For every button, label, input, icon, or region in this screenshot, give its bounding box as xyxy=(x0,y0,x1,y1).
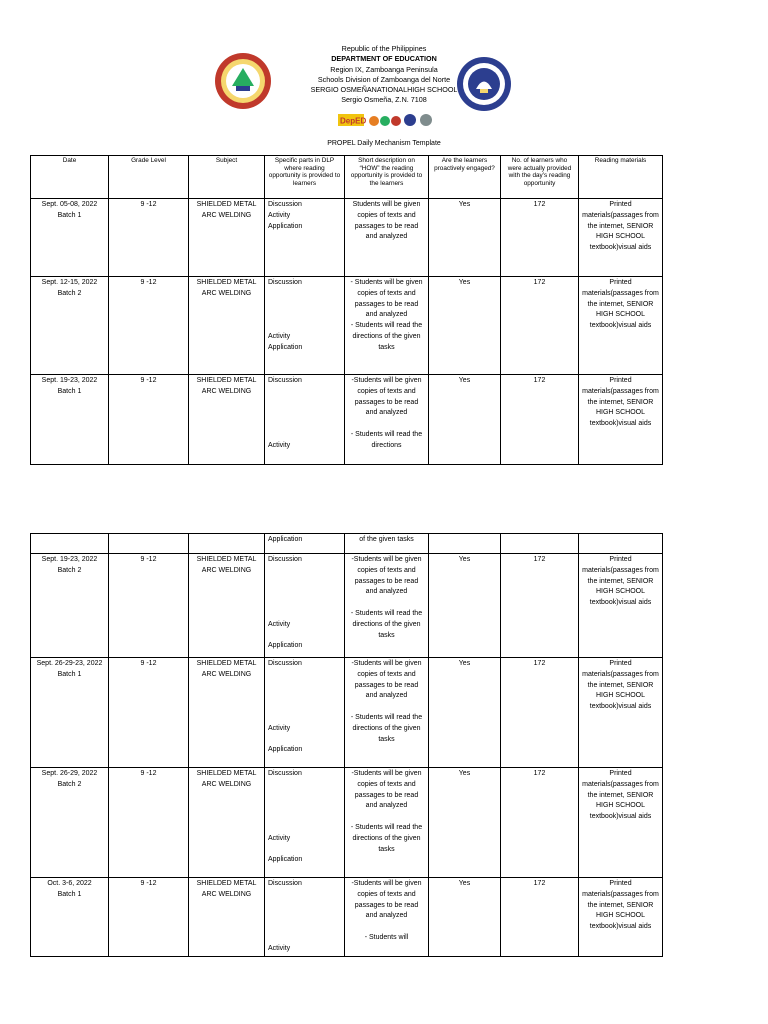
description-cell: - Students will be given copies of texts and passages to be read and analyzed - Students will read the directions of the given tasks xyxy=(345,277,429,375)
grade-level-cell: 9 -12 xyxy=(109,199,189,277)
reading-materials-cell: Printed materials(passages from the internet, SENIOR HIGH SCHOOL textbook)visual aids xyxy=(579,375,663,465)
table-row xyxy=(31,277,663,375)
table-row xyxy=(31,878,663,957)
engaged-cell: Yes xyxy=(429,199,501,277)
deped-ribbon-text: DepED xyxy=(340,116,367,126)
reading-materials-cell: Printed materials(passages from the internet, SENIOR HIGH SCHOOL textbook)visual aids xyxy=(579,878,663,957)
table-row xyxy=(31,199,663,277)
grade-level-cell: 9 -12 xyxy=(109,768,189,878)
dlp-parts-cell: Discussion Activity Application xyxy=(265,277,345,375)
table-header-row xyxy=(31,156,663,199)
header-date: Date xyxy=(31,156,109,199)
learner-count-cell: 172 xyxy=(501,375,579,465)
subject-cell: SHIELDED METAL ARC WELDING xyxy=(189,554,265,658)
subject-cell: SHIELDED METAL ARC WELDING xyxy=(189,375,265,465)
header-learner-count: No. of learners who were actually provided with the day’s reading opportunity xyxy=(501,156,579,199)
table-row xyxy=(31,768,663,878)
reading-materials-cell: Printed materials(passages from the internet, SENIOR HIGH SCHOOL textbook)visual aids xyxy=(579,554,663,658)
description-cell: -Students will be given copies of texts and passages to be read and analyzed - Students will read the directions of the given tasks xyxy=(345,658,429,768)
dlp-parts-cell: Discussion Activity Application xyxy=(265,768,345,878)
description-cell: -Students will be given copies of texts and passages to be read and analyzed - Students will read the directions xyxy=(345,375,429,465)
date-cell: Sept. 12-15, 2022 Batch 2 xyxy=(31,277,109,375)
learner-count-cell: 172 xyxy=(501,554,579,658)
template-title: PROPEL Daily Mechanism Template xyxy=(327,140,441,147)
grade-level-cell: 9 -12 xyxy=(109,375,189,465)
learner-count-cell: 172 xyxy=(501,878,579,957)
deped-ribbon-logos xyxy=(338,112,436,128)
learner-count-cell: 172 xyxy=(501,277,579,375)
reading-materials-cell: Printed materials(passages from the internet, SENIOR HIGH SCHOOL textbook)visual aids xyxy=(579,768,663,878)
learner-count-cell: 172 xyxy=(501,199,579,277)
dlp-parts-cell: Application xyxy=(265,534,345,554)
reading-materials-cell: Printed materials(passages from the internet, SENIOR HIGH SCHOOL textbook)visual aids xyxy=(579,277,663,375)
subject-cell xyxy=(189,534,265,554)
dlp-parts-cell: Discussion Activity Application xyxy=(265,554,345,658)
letterhead-region: Region IX, Zamboanga Peninsula xyxy=(330,64,438,74)
date-cell: Sept. 26-29-23, 2022 Batch 1 xyxy=(31,658,109,768)
letterhead-division: Schools Division of Zamboanga del Norte xyxy=(317,74,451,84)
engaged-cell: Yes xyxy=(429,554,501,658)
table-row xyxy=(31,375,663,465)
description-cell: Students will be given copies of texts and passages to be read and analyzed xyxy=(345,199,429,277)
header-grade-level: Grade Level xyxy=(109,156,189,199)
grade-level-cell xyxy=(109,534,189,554)
engaged-cell: Yes xyxy=(429,277,501,375)
deped-seal-logo xyxy=(456,56,512,112)
table-row xyxy=(31,534,663,554)
description-cell: -Students will be given copies of texts and passages to be read and analyzed - Students will read the directions of the given tasks xyxy=(345,768,429,878)
date-cell: Sept. 26-29, 2022 Batch 2 xyxy=(31,768,109,878)
letterhead-republic: Republic of the Philippines xyxy=(341,44,427,53)
propel-table-part2 xyxy=(30,533,663,957)
subject-cell: SHIELDED METAL ARC WELDING xyxy=(189,768,265,878)
letterhead-address: Sergio Osmeña, Z.N. 7108 xyxy=(341,95,427,105)
letterhead-department: DEPARTMENT OF EDUCATION xyxy=(331,54,437,64)
date-cell: Sept. 19-23, 2022 Batch 1 xyxy=(31,375,109,465)
table-row xyxy=(31,658,663,768)
table-row xyxy=(31,554,663,658)
engaged-cell: Yes xyxy=(429,375,501,465)
date-cell: Sept. 05-08, 2022 Batch 1 xyxy=(31,199,109,277)
description-cell: -Students will be given copies of texts and passages to be read and analyzed - Students will read the directions of the given tasks xyxy=(345,554,429,658)
header-description: Short description on “HOW” the reading opportunity is provided to the learners xyxy=(345,156,429,199)
header-dlp-parts: Specific parts in DLP where reading opportunity is provided to learners xyxy=(265,156,345,199)
engaged-cell: Yes xyxy=(429,658,501,768)
subject-cell: SHIELDED METAL ARC WELDING xyxy=(189,878,265,957)
date-cell: Sept. 19-23, 2022 Batch 2 xyxy=(31,554,109,658)
letterhead-school: SERGIO OSMEÑANATIONALHIGH SCHOOL xyxy=(310,85,458,95)
date-cell xyxy=(31,534,109,554)
subject-cell: SHIELDED METAL ARC WELDING xyxy=(189,277,265,375)
grade-level-cell: 9 -12 xyxy=(109,277,189,375)
dlp-parts-cell: Discussion Activity xyxy=(265,375,345,465)
propel-table-part1 xyxy=(30,155,663,465)
subject-cell: SHIELDED METAL ARC WELDING xyxy=(189,658,265,768)
description-cell: -Students will be given copies of texts and passages to be read and analyzed - Students will xyxy=(345,878,429,957)
header-engaged: Are the learners proactively engaged? xyxy=(429,156,501,199)
letterhead xyxy=(0,44,768,106)
subject-cell: SHIELDED METAL ARC WELDING xyxy=(189,199,265,277)
dlp-parts-cell: Discussion Activity xyxy=(265,878,345,957)
description-cell: of the given tasks xyxy=(345,534,429,554)
learner-count-cell xyxy=(501,534,579,554)
learner-count-cell: 172 xyxy=(501,658,579,768)
learner-count-cell: 172 xyxy=(501,768,579,878)
reading-materials-cell: Printed materials(passages from the internet, SENIOR HIGH SCHOOL textbook)visual aids xyxy=(579,658,663,768)
reading-materials-cell: Printed materials(passages from the internet, SENIOR HIGH SCHOOL textbook)visual aids xyxy=(579,199,663,277)
dlp-parts-cell: Discussion Activity Application xyxy=(265,199,345,277)
grade-level-cell: 9 -12 xyxy=(109,658,189,768)
grade-level-cell: 9 -12 xyxy=(109,554,189,658)
engaged-cell: Yes xyxy=(429,768,501,878)
reading-materials-cell xyxy=(579,534,663,554)
date-cell: Oct. 3-6, 2022 Batch 1 xyxy=(31,878,109,957)
grade-level-cell: 9 -12 xyxy=(109,878,189,957)
dlp-parts-cell: Discussion Activity Application xyxy=(265,658,345,768)
header-subject: Subject xyxy=(189,156,265,199)
engaged-cell xyxy=(429,534,501,554)
engaged-cell: Yes xyxy=(429,878,501,957)
header-reading-materials: Reading materials xyxy=(579,156,663,199)
